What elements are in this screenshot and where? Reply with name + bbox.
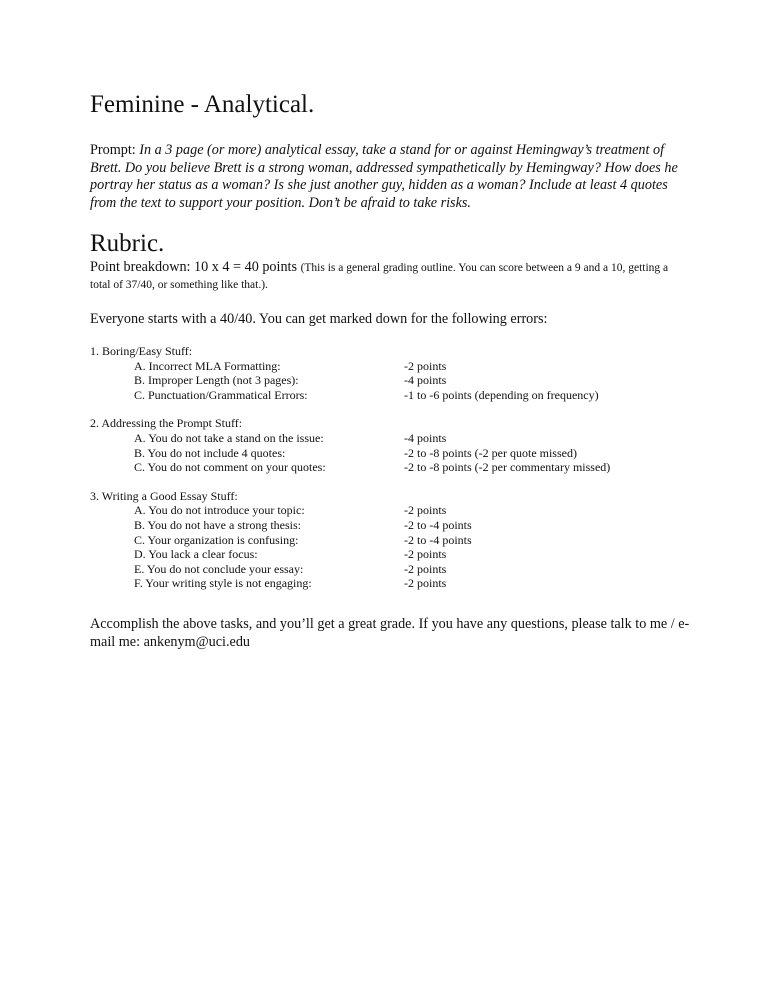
page-title: Feminine - Analytical. bbox=[90, 91, 315, 118]
criterion-row bbox=[90, 503, 690, 518]
criterion-row bbox=[90, 388, 690, 403]
point-breakdown bbox=[90, 259, 690, 293]
criterion-row bbox=[90, 562, 690, 577]
rubric-section-boring bbox=[90, 344, 690, 402]
criterion-points: -4 points bbox=[404, 430, 447, 445]
breakdown-label: Point breakdown: 10 x 4 = 40 points bbox=[90, 259, 298, 275]
prompt-label: Prompt: bbox=[90, 142, 140, 158]
criterion-row bbox=[90, 460, 690, 475]
rubric-section-writing bbox=[90, 489, 690, 591]
criterion-label: A. You do not introduce your topic: bbox=[134, 503, 305, 518]
prompt-text: In a 3 page (or more) analytical essay, take a stand for or against Hemingway’s treatment of Brett. Do you believe Brett is a strong woman, addressed sympathetically by Hemingway? How does he portray her status as a woman? Is she just another guy, hidden as a woman? Include at least 4 quotes from the text to support your position. Don’t be afraid to take risks. bbox=[90, 142, 678, 211]
criterion-points: -2 points bbox=[404, 358, 447, 373]
criterion-label: F. Your writing style is not engaging: bbox=[134, 576, 312, 591]
criterion-row bbox=[90, 533, 690, 548]
criterion-points: -2 to -8 points (-2 per commentary missed) bbox=[404, 460, 611, 475]
breakdown-note: (This is a general grading outline. You can score between a 9 and a 10, getting a total of 37/40, or something like that.). bbox=[90, 262, 669, 291]
section-heading: 3. Writing a Good Essay Stuff: bbox=[90, 488, 238, 503]
criterion-row bbox=[90, 431, 690, 446]
closing-paragraph: Accomplish the above tasks, and you’ll get a great grade. If you have any questions, please talk to me / e-mail me: ankenym@uci.edu bbox=[90, 615, 690, 650]
criterion-points: -2 points bbox=[404, 561, 447, 576]
rubric-intro: Everyone starts with a 40/40. You can get marked down for the following errors: bbox=[90, 311, 548, 327]
criterion-label: B. You do not have a strong thesis: bbox=[134, 517, 302, 532]
criterion-label: E. You do not conclude your essay: bbox=[134, 561, 304, 576]
section-heading: 1. Boring/Easy Stuff: bbox=[90, 344, 193, 358]
criterion-label: B. Improper Length (not 3 pages): bbox=[134, 373, 299, 388]
criterion-row bbox=[90, 547, 690, 562]
criterion-label: A. You do not take a stand on the issue: bbox=[134, 430, 324, 445]
criterion-label: C. Punctuation/Grammatical Errors: bbox=[134, 387, 308, 402]
document-page bbox=[90, 88, 690, 665]
rubric-title: Rubric. bbox=[90, 230, 165, 257]
criterion-points: -2 points bbox=[404, 503, 447, 518]
rubric-section-prompt bbox=[90, 416, 690, 474]
criterion-points: -2 to -8 points (-2 per quote missed) bbox=[404, 445, 577, 460]
criterion-points: -2 points bbox=[404, 576, 447, 591]
criterion-points: -2 to -4 points bbox=[404, 532, 472, 547]
criterion-row bbox=[90, 446, 690, 461]
section-heading: 2. Addressing the Prompt Stuff: bbox=[90, 416, 243, 431]
criterion-row bbox=[90, 359, 690, 374]
criterion-points: -2 points bbox=[404, 547, 447, 562]
criterion-label: A. Incorrect MLA Formatting: bbox=[134, 358, 281, 373]
criterion-points: -1 to -6 points (depending on frequency) bbox=[404, 387, 599, 402]
criterion-row bbox=[90, 576, 690, 591]
criterion-row bbox=[90, 373, 690, 388]
criterion-label: C. Your organization is confusing: bbox=[134, 532, 299, 547]
criterion-label: B. You do not include 4 quotes: bbox=[134, 445, 286, 460]
prompt-paragraph bbox=[90, 142, 690, 212]
criterion-label: D. You lack a clear focus: bbox=[134, 547, 258, 562]
criterion-points: -4 points bbox=[404, 373, 447, 388]
criterion-row bbox=[90, 518, 690, 533]
criterion-points: -2 to -4 points bbox=[404, 517, 472, 532]
criterion-label: C. You do not comment on your quotes: bbox=[134, 460, 326, 475]
